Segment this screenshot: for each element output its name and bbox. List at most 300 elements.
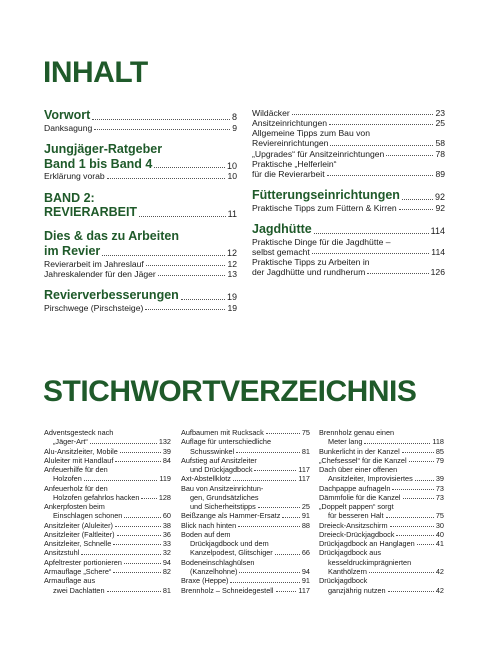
toc-entry (252, 128, 445, 148)
entry-text-line: Pirschwege (Pirschsteige) (44, 302, 144, 313)
page-number: 40 (435, 529, 444, 539)
entry-text-line: Erklärung vorab (44, 171, 105, 182)
page-number: 60 (162, 511, 171, 521)
entry-row (319, 511, 444, 520)
dot-leader (399, 209, 434, 210)
dot-leader (388, 591, 434, 592)
entry-text-line: Bau von Ansitzeinrichtun- (181, 483, 264, 493)
entry-text-line: Apfeltrester portionieren (44, 557, 122, 567)
entry-text-line: Ankerpfosten beim (44, 502, 105, 512)
dot-leader (145, 309, 225, 310)
entry-text-line: Praktische Tipps zum Füttern & Kirren (252, 202, 397, 213)
entry-text-line: Drückjagdbock aus (319, 548, 382, 558)
dot-leader (390, 526, 434, 527)
toc-entry (44, 303, 237, 313)
dot-leader (239, 572, 299, 573)
page-number: 19 (226, 291, 237, 302)
entry-row (44, 259, 237, 269)
entry-row (319, 437, 444, 446)
page-number: 25 (301, 502, 310, 512)
page-number: 88 (301, 520, 310, 530)
entry-row (319, 539, 444, 548)
dot-leader (327, 175, 434, 176)
dot-leader (254, 470, 296, 471)
entry-row (44, 157, 237, 172)
dot-leader (113, 544, 161, 545)
entry-text-line: Schusswinkel (190, 446, 235, 456)
entry-text-line: Jahreskalender für den Jäger (44, 268, 156, 279)
entry-text-line: und Drückjagdbock (190, 465, 253, 475)
entry-text-line: Holzofen gefahrlos hacken (53, 492, 140, 502)
page-number: 42 (435, 566, 444, 576)
entry-row (181, 548, 310, 557)
page-number: 91 (301, 511, 310, 521)
index-entry (44, 567, 171, 576)
page-number: 75 (435, 511, 444, 521)
toc-left-column (44, 108, 237, 313)
toc-entry (252, 237, 445, 257)
entry-row (319, 493, 444, 502)
entry-row (252, 149, 445, 159)
index-entry (181, 474, 310, 483)
dot-leader (230, 582, 299, 583)
entry-text-line: Ansitzstuhl (44, 548, 80, 558)
entry-text-line: Ansitzleiter (Aluleiter) (44, 520, 113, 530)
entry-text-line: Brennholz genau einen (319, 428, 395, 437)
dot-leader (403, 498, 434, 499)
page-number: 79 (435, 455, 444, 465)
toc-entry (252, 203, 445, 213)
index-column-1 (44, 428, 171, 595)
page-number: 36 (162, 529, 171, 539)
entry-row (44, 511, 171, 520)
entry-text-line: Bodeneinschlaghülsen (181, 557, 255, 567)
entry-text-line: Kanthölzern (328, 566, 367, 576)
page-number: 126 (430, 267, 445, 278)
entry-text-line: Praktische „Helferlein“ (252, 158, 337, 169)
toc-section (44, 288, 237, 303)
entry-row (181, 511, 310, 520)
entry-text-line: gen, Grundsätzliches (190, 492, 259, 502)
entry-text-line: Drückjagdbock und dem (190, 539, 269, 549)
entry-row (44, 244, 237, 259)
page-number: 89 (435, 168, 445, 179)
page-number: 25 (435, 118, 445, 129)
page-number: 38 (162, 520, 171, 530)
index-entry (44, 521, 171, 530)
dot-leader (94, 129, 230, 130)
page-number: 117 (298, 585, 310, 595)
page-number: 23 (435, 108, 445, 118)
dot-leader (124, 517, 161, 518)
entry-text-line: Ansitzeinrichtungen (252, 118, 328, 129)
index-entry (181, 484, 310, 512)
page-number: 84 (162, 455, 171, 465)
entry-row (252, 267, 445, 277)
entry-row (44, 288, 237, 303)
page-number: 30 (435, 520, 444, 530)
entry-text-line: zwei Dachlatten (53, 585, 105, 595)
dot-leader (81, 554, 161, 555)
entry-text-line: Jungjäger-Ratgeber (44, 141, 163, 156)
entry-text-line: Drückjagdbock an Hanglagen (319, 539, 415, 549)
dot-leader (124, 563, 161, 564)
index-entry (181, 530, 310, 558)
entry-text-line: Meter lang (328, 437, 363, 447)
entry-text-line: Holzofen (53, 474, 82, 484)
page-number: 10 (227, 171, 237, 182)
page-number: 132 (158, 437, 171, 447)
toc-entry (44, 259, 237, 269)
page-number: 41 (435, 539, 444, 549)
toc-entry (44, 171, 237, 181)
dot-leader (276, 591, 297, 592)
dot-leader (139, 216, 226, 217)
dot-leader (158, 275, 226, 276)
dot-leader (266, 433, 300, 434)
entry-text-line: Ansitzleiter, Schnelle (44, 539, 112, 549)
entry-text-line: Aufbaumen mit Rucksack (181, 428, 264, 437)
dot-leader (386, 517, 434, 518)
entry-row (181, 428, 310, 437)
toc-title: INHALT (43, 56, 148, 89)
entry-text-line: Vorwort (44, 108, 91, 122)
dot-leader (329, 124, 433, 125)
entry-row (181, 447, 310, 456)
dot-leader (386, 155, 433, 156)
entry-row (252, 169, 445, 179)
entry-text-line: Danksagung (44, 122, 93, 133)
dot-leader (141, 498, 156, 499)
entry-text-line: Revierarbeit im Jahreslauf (44, 258, 144, 269)
entry-row (44, 586, 171, 595)
page-number: 82 (162, 566, 171, 576)
dot-leader (233, 480, 296, 481)
entry-row (319, 586, 444, 595)
page-number: 128 (158, 492, 171, 502)
page-number: 13 (227, 268, 237, 279)
entry-row (44, 474, 171, 483)
page-number: 114 (431, 246, 445, 257)
page-number: 10 (226, 160, 237, 171)
toc-section (44, 108, 237, 123)
entry-row (44, 123, 237, 133)
entry-row (319, 456, 444, 465)
dot-leader (107, 178, 226, 179)
entry-text-line: Armauflage aus (44, 576, 96, 586)
page-number: 12 (226, 247, 237, 258)
page-number: 94 (301, 566, 310, 576)
index-entry (319, 465, 444, 484)
index-entry (44, 465, 171, 484)
entry-text-line: Beißzange als Hammer-Ersatz (181, 511, 281, 521)
dot-leader (314, 233, 429, 234)
entry-text-line: Adventsgesteck nach (44, 428, 114, 437)
page-number: 81 (301, 446, 310, 456)
entry-row (44, 456, 171, 465)
entry-row (181, 567, 310, 576)
dot-leader (84, 480, 158, 481)
entry-text-line: Alu-Ansitzleiter, Mobile (44, 446, 118, 456)
entry-row (181, 502, 310, 511)
entry-text-line: selbst gemacht (252, 246, 310, 257)
index-entry (181, 437, 310, 456)
index-entry (44, 548, 171, 557)
entry-text-line: Axt-Abstellklotz (181, 474, 231, 484)
page-number: 19 (227, 302, 237, 313)
toc-entry (252, 118, 445, 128)
page-number: 9 (232, 122, 237, 133)
dot-leader (181, 299, 225, 300)
dot-leader (120, 452, 161, 453)
toc-section (44, 229, 237, 259)
dot-leader (312, 253, 429, 254)
page-number: 39 (435, 474, 444, 484)
entry-text-line: REVIERARBEIT (44, 205, 138, 220)
dot-leader (115, 526, 161, 527)
dot-leader (417, 544, 434, 545)
index-entry (181, 521, 310, 530)
entry-row (319, 447, 444, 456)
dot-leader (115, 461, 161, 462)
entry-text-line: Dreieck-Ansitzschirm (319, 520, 388, 530)
dot-leader (369, 572, 434, 573)
dot-leader (367, 273, 428, 274)
entry-row (181, 521, 310, 530)
toc-right-column (252, 108, 445, 277)
index-entry (181, 586, 310, 595)
index-entry (44, 558, 171, 567)
entry-text-line: Anfeuerhilfe für den (44, 465, 108, 475)
entry-text-line: kesseldruckimprägnierten (328, 557, 412, 567)
index-entry (319, 548, 444, 576)
entry-row (252, 138, 445, 148)
index-entry (319, 493, 444, 502)
dot-leader (402, 452, 434, 453)
dot-leader (330, 145, 433, 146)
index-entry (319, 447, 444, 456)
toc-entry (252, 108, 445, 118)
page-number: 12 (227, 258, 237, 269)
dot-leader (113, 572, 161, 573)
entry-text-line: Revierverbesserungen (44, 287, 179, 302)
entry-text-line: Drückjagdbock (319, 576, 368, 586)
index-entry (181, 558, 310, 577)
page-number: 92 (435, 202, 445, 213)
index-column-2 (181, 428, 310, 595)
dot-leader (107, 591, 161, 592)
entry-text-line: Dämmfolie für die Kanzel (319, 492, 401, 502)
entry-text-line: Blick nach hinten (181, 520, 237, 530)
index-entry (181, 576, 310, 585)
dot-leader (117, 535, 161, 536)
entry-text-line: Auflage für unterschiedliche (181, 437, 272, 447)
toc-section (252, 222, 445, 237)
entry-text-line: Wildäcker (252, 108, 290, 118)
entry-row (319, 484, 444, 493)
index-entry (44, 428, 171, 447)
page-number: 66 (301, 548, 310, 558)
entry-text-line: „Upgrades“ für Ansitzeinrichtungen (252, 148, 385, 159)
entry-row (44, 205, 237, 220)
index-column-3 (319, 428, 444, 595)
index-entry (181, 456, 310, 475)
entry-row (44, 437, 171, 446)
page-number: 75 (301, 428, 310, 437)
entry-row (252, 247, 445, 257)
dot-leader (415, 480, 434, 481)
dot-leader (409, 461, 434, 462)
entry-row (44, 447, 171, 456)
entry-text-line: „Chefsessel“ für die Kanzel (319, 455, 407, 465)
entry-row (44, 269, 237, 279)
dot-leader (364, 443, 430, 444)
page-number: 11 (227, 209, 237, 220)
entry-row (252, 203, 445, 213)
index-entry (181, 428, 310, 437)
index-title: STICHWORTVERZEICHNIS (43, 375, 417, 408)
page-number: 85 (435, 446, 444, 456)
entry-text-line: Dach über einer offenen (319, 465, 398, 475)
toc-entry (44, 269, 237, 279)
entry-row (319, 521, 444, 530)
dot-leader (238, 526, 300, 527)
entry-text-line: (Kanzelhohne) (190, 566, 238, 576)
page-number: 92 (434, 192, 445, 203)
dot-leader (146, 265, 226, 266)
entry-text-line: Praktische Dinge für die Jagdhütte – (252, 236, 391, 247)
entry-text-line: Jagdhütte (252, 221, 312, 236)
entry-row (252, 108, 445, 118)
entry-row (181, 465, 310, 474)
entry-row (44, 548, 171, 557)
entry-text-line: Ansitzleiter, Improvisiertes (328, 474, 413, 484)
page-number: 119 (159, 474, 171, 484)
page-number: 73 (435, 492, 444, 502)
entry-text-line: Dachpappe aufnageln (319, 483, 391, 493)
index-entry (319, 521, 444, 530)
entry-text-line: Dreieck-Drückjagdbock (319, 529, 395, 539)
entry-text-line: im Revier (44, 243, 101, 258)
index-entry (319, 576, 444, 595)
index-entry (44, 576, 171, 595)
entry-row (319, 474, 444, 483)
entry-row (181, 474, 310, 483)
page-number: 58 (435, 138, 445, 149)
index-entry (319, 484, 444, 493)
entry-text-line: Einschlagen schonen (53, 511, 123, 521)
index-entry (44, 530, 171, 539)
dot-leader (402, 199, 433, 200)
index-entry (319, 502, 444, 521)
entry-text-line: Aufstieg auf Ansitzleiter (181, 455, 257, 465)
index-entry (44, 456, 171, 465)
entry-text-line: „Doppelt pappen“ sorgt (319, 502, 394, 512)
entry-row (44, 521, 171, 530)
entry-text-line: BAND 2: (44, 190, 95, 205)
entry-row (319, 530, 444, 539)
entry-text-line: Band 1 bis Band 4 (44, 156, 153, 171)
entry-text-line: Dies & das zu Arbeiten (44, 229, 179, 244)
index-entry (44, 539, 171, 548)
entry-row (252, 118, 445, 128)
page-number: 94 (162, 557, 171, 567)
toc-entry (252, 257, 445, 277)
index-entry (319, 530, 444, 539)
entry-text-line: Kanzelpodest, Glitschiger (190, 548, 273, 558)
index-entry (181, 511, 310, 520)
page-number: 91 (301, 576, 310, 586)
dot-leader (92, 119, 230, 120)
entry-text-line: Armauflage „Schere“ (44, 566, 112, 576)
entry-row (44, 303, 237, 313)
dot-leader (258, 507, 300, 508)
entry-row (319, 567, 444, 576)
entry-text-line: Allgemeine Tipps zum Bau von (252, 128, 370, 139)
entry-text-line: Reviereinrichtungen (252, 138, 329, 149)
page-number: 78 (435, 148, 445, 159)
toc-entry (252, 149, 445, 159)
index-entry (319, 456, 444, 465)
dot-leader (102, 255, 225, 256)
entry-text-line: Braxe (Heppe) (181, 576, 229, 586)
entry-text-line: der Jagdhütte und rundherum (252, 267, 366, 278)
page-number: 33 (162, 539, 171, 549)
entry-text-line: Praktische Tipps zu Arbeiten in (252, 256, 370, 267)
entry-row (252, 188, 445, 203)
entry-text-line: Brennholz – Schneidegestell (181, 585, 274, 595)
index-entry (44, 484, 171, 503)
dot-leader (275, 554, 300, 555)
entry-text-line: Boden auf dem (181, 529, 231, 539)
toc-entry (252, 159, 445, 179)
entry-row (44, 493, 171, 502)
page-number: 118 (432, 437, 444, 447)
page-number: 8 (231, 112, 237, 123)
entry-row (181, 586, 310, 595)
dot-leader (392, 489, 433, 490)
page-number: 81 (162, 585, 171, 595)
toc-entry (44, 123, 237, 133)
entry-text-line: „Jäger-Art“ (53, 437, 88, 447)
dot-leader (90, 443, 157, 444)
page-number: 117 (298, 465, 310, 475)
dot-leader (236, 452, 300, 453)
entry-row (44, 558, 171, 567)
entry-row (44, 567, 171, 576)
dot-leader (396, 535, 433, 536)
page-number: 73 (435, 483, 444, 493)
entry-text-line: Aluleiter mit Handlauf (44, 455, 114, 465)
entry-text-line: für besseren Halt (328, 511, 384, 521)
page-number: 32 (162, 548, 171, 558)
entry-row (44, 539, 171, 548)
entry-row (181, 576, 310, 585)
page-number: 39 (162, 446, 171, 456)
entry-row (44, 171, 237, 181)
entry-text-line: Bunkerlicht in der Kanzel (319, 446, 400, 456)
entry-text-line: Anfeuerholz für den (44, 483, 108, 493)
entry-text-line: ganzjährig nutzen (328, 585, 386, 595)
entry-text-line: Fütterungseinrichtungen (252, 187, 400, 202)
entry-text-line: Ansitzleiter (Faltleiter) (44, 529, 115, 539)
entry-row (44, 108, 237, 123)
entry-text-line: für die Revierarbeit (252, 168, 325, 179)
toc-section (252, 188, 445, 203)
index-entry (44, 502, 171, 521)
dot-leader (282, 517, 300, 518)
index-entry (44, 447, 171, 456)
